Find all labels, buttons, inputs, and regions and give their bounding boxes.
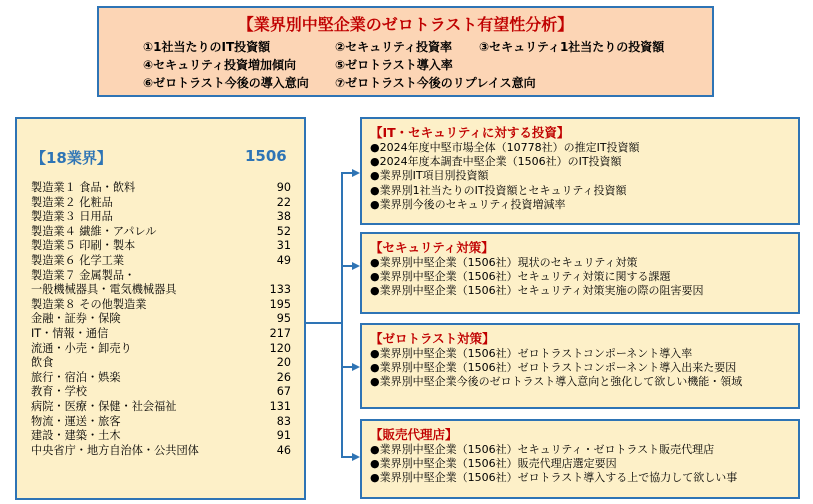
connector-spine bbox=[341, 173, 343, 458]
criterion-7: ⑦ゼロトラスト今後のリプレイス意向 bbox=[335, 76, 536, 90]
industry-row bbox=[31, 196, 291, 211]
industry-count: 131 bbox=[269, 399, 291, 413]
industry-row bbox=[31, 371, 291, 386]
section-title: 【IT・セキュリティに対する投資】 bbox=[370, 125, 570, 140]
criterion-4: ④セキュリティ投資増加傾向 bbox=[143, 58, 296, 72]
industry-count: 120 bbox=[269, 341, 291, 355]
industry-count: 90 bbox=[276, 181, 291, 194]
industry-name: 病院・医療・保健・社会福祉 bbox=[31, 399, 177, 413]
industry-name: 教育・学校 bbox=[31, 385, 87, 399]
industry-name: 製造業６ 化学工業 bbox=[31, 253, 125, 267]
connector-trunk bbox=[306, 322, 342, 324]
industry-name: 製造業３ 日用品 bbox=[31, 210, 113, 224]
industry-row bbox=[31, 312, 291, 327]
industry-count: 95 bbox=[276, 312, 291, 326]
section-item: ●業界別今後のセキュリティ投資増減率 bbox=[370, 197, 566, 211]
industry-row bbox=[31, 254, 291, 269]
industry-name: 製造業７ 金属製品・ bbox=[31, 268, 136, 282]
industry-row bbox=[31, 283, 291, 298]
industry-count: 217 bbox=[269, 326, 291, 340]
arrow-head-icon bbox=[352, 453, 360, 461]
industry-row bbox=[31, 298, 291, 313]
section-item: ●2024年度中堅市場全体（10778社）の推定IT投資額 bbox=[370, 141, 640, 154]
section-item: ●業界別中堅企業（1506社）ゼロトラスト導入する上で協力して欲しい事 bbox=[370, 471, 738, 485]
industry-count: 52 bbox=[276, 224, 291, 238]
industry-heading: 【18業界】 bbox=[31, 149, 112, 167]
section-investment bbox=[360, 117, 800, 225]
industry-row bbox=[31, 444, 291, 459]
section-item: ●業界別中堅企業（1506社）販売代理店選定要因 bbox=[370, 457, 617, 471]
industry-count: 22 bbox=[276, 195, 291, 209]
industry-name: 建設・建築・土木 bbox=[31, 429, 121, 443]
industry-count: 195 bbox=[269, 297, 291, 311]
industry-row bbox=[31, 210, 291, 225]
industry-count: 133 bbox=[269, 283, 291, 297]
industry-count: 49 bbox=[276, 253, 291, 267]
section-item: ●業界別中堅企業（1506社）ゼロトラストコンポーネント導入率 bbox=[370, 347, 693, 360]
industry-row bbox=[31, 225, 291, 240]
section-title: 【セキュリティ対策】 bbox=[370, 240, 494, 255]
section-item: ●業界別中堅企業（1506社）セキュリティ・ゼロトラスト販売代理店 bbox=[370, 443, 715, 456]
industry-row bbox=[31, 269, 291, 284]
section-item: ●業界別中堅企業今後のゼロトラスト導入意向と強化して欲しい機能・領域 bbox=[370, 375, 743, 389]
industry-name: 中央省庁・地方自治体・公共団体 bbox=[31, 443, 199, 457]
industry-count: 91 bbox=[276, 429, 291, 443]
industry-count: 31 bbox=[276, 239, 291, 253]
section-items bbox=[370, 443, 737, 486]
industry-list bbox=[31, 181, 291, 458]
industry-count: 83 bbox=[276, 414, 291, 428]
section-item: ●業界別中堅企業（1506社）セキュリティ対策に関する課題 bbox=[370, 270, 671, 284]
section-zero-trust bbox=[360, 323, 800, 409]
industry-row bbox=[31, 415, 291, 430]
industry-list-box bbox=[15, 117, 306, 500]
industry-row bbox=[31, 429, 291, 444]
criterion-3: ③セキュリティ1社当たりの投資額 bbox=[479, 40, 665, 54]
arrow-head-icon bbox=[352, 262, 360, 270]
industry-count: 46 bbox=[276, 443, 291, 457]
diagram-title: 【業界別中堅企業のゼロトラスト有望性分析】 bbox=[237, 15, 574, 34]
arrow-head-icon bbox=[352, 363, 360, 371]
industry-name: 流通・小売・卸売り bbox=[31, 341, 132, 355]
industry-name: 製造業１ 食品・飲料 bbox=[31, 181, 136, 194]
industry-row bbox=[31, 400, 291, 415]
industry-name: 製造業８ その他製造業 bbox=[31, 297, 147, 311]
section-item: ●業界別IT項目別投資額 bbox=[370, 169, 489, 183]
industry-name: 旅行・宿泊・娯楽 bbox=[31, 370, 121, 384]
section-items bbox=[370, 347, 742, 390]
industry-row bbox=[31, 342, 291, 357]
analysis-criteria-box bbox=[97, 6, 714, 97]
section-item: ●2024年度本調査中堅企業（1506社）のIT投資額 bbox=[370, 155, 622, 169]
arrow-head-icon bbox=[352, 169, 360, 177]
section-items bbox=[370, 141, 640, 212]
industry-count: 67 bbox=[276, 385, 291, 399]
industry-name: 一般機械器具・電気機械器具 bbox=[31, 283, 177, 297]
industry-count: 20 bbox=[276, 356, 291, 370]
section-item: ●業界別中堅企業（1506社）現状のセキュリティ対策 bbox=[370, 256, 638, 269]
section-items bbox=[370, 256, 704, 299]
section-security-measures bbox=[360, 232, 800, 314]
section-title: 【ゼロトラスト対策】 bbox=[370, 331, 495, 346]
criterion-2: ②セキュリティ投資率 bbox=[335, 40, 452, 54]
industry-total: 1506 bbox=[245, 147, 287, 165]
industry-row bbox=[31, 181, 291, 196]
industry-row bbox=[31, 239, 291, 254]
industry-count: 26 bbox=[276, 370, 291, 384]
industry-name: 金融・証券・保険 bbox=[31, 312, 121, 326]
industry-name: 製造業５ 印刷・製本 bbox=[31, 239, 136, 253]
industry-name: 製造業４ 繊維・アパレル bbox=[31, 224, 157, 238]
industry-name: 物流・運送・旅客 bbox=[31, 414, 121, 428]
industry-name: 飲食 bbox=[31, 356, 54, 370]
industry-name: IT・情報・通信 bbox=[31, 326, 109, 340]
industry-row bbox=[31, 356, 291, 371]
section-title: 【販売代理店】 bbox=[370, 427, 458, 442]
section-resellers bbox=[360, 419, 800, 499]
section-item: ●業界別1社当たりのIT投資額とセキュリティ投資額 bbox=[370, 183, 627, 197]
section-item: ●業界別中堅企業（1506社）ゼロトラストコンポーネント導入出来た要因 bbox=[370, 361, 737, 375]
criterion-1: ①1社当たりのIT投資額 bbox=[143, 40, 271, 54]
industry-count: 38 bbox=[276, 210, 291, 224]
industry-name: 製造業２ 化粧品 bbox=[31, 195, 113, 209]
industry-row bbox=[31, 327, 291, 342]
criterion-5: ⑤ゼロトラスト導入率 bbox=[335, 58, 453, 72]
industry-row bbox=[31, 385, 291, 400]
criterion-6: ⑥ゼロトラスト今後の導入意向 bbox=[143, 76, 309, 90]
section-item: ●業界別中堅企業（1506社）セキュリティ対策実施の際の阻害要因 bbox=[370, 284, 704, 298]
